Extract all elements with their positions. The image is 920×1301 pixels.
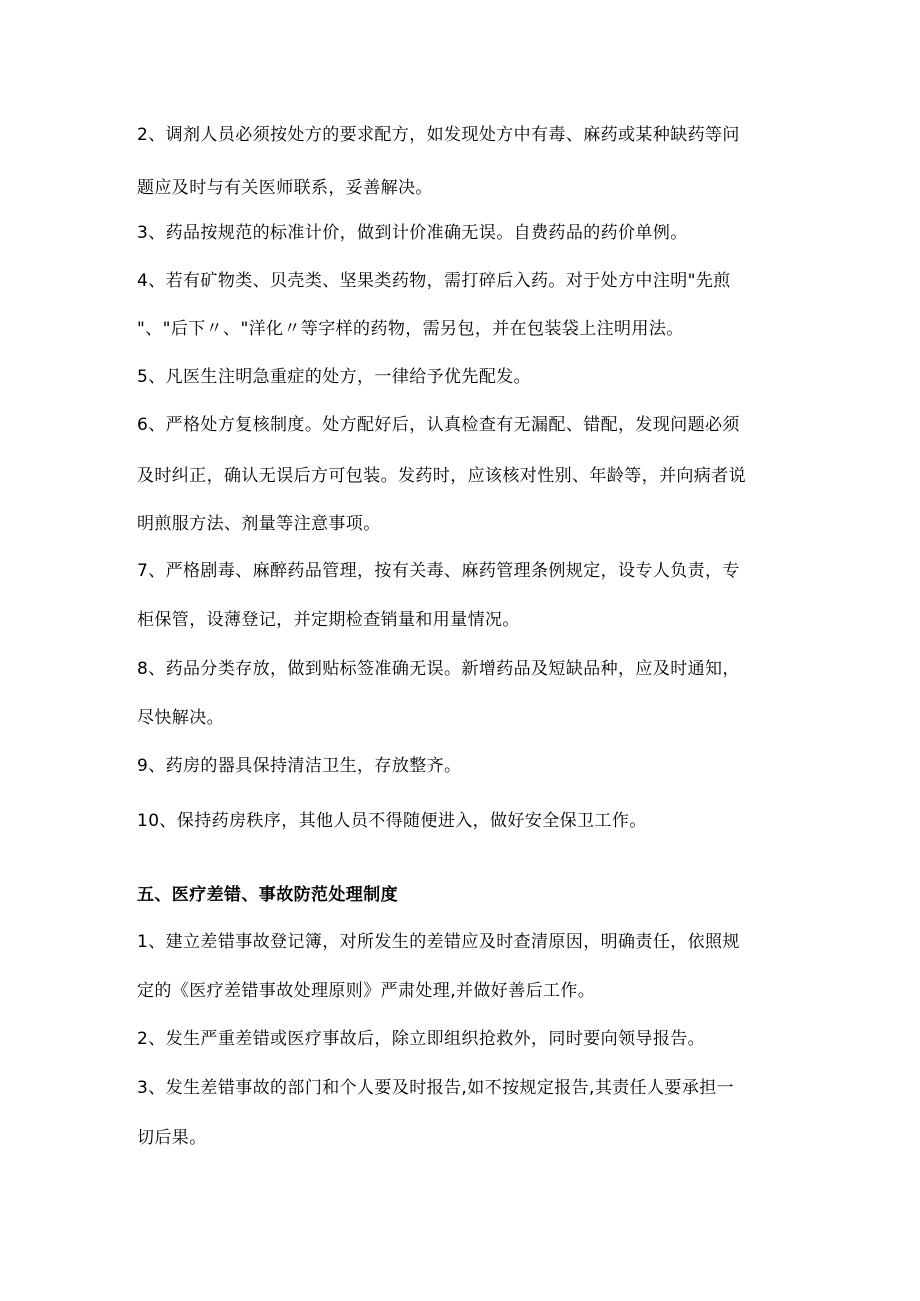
- text-line: 题应及时与有关医师联系，妥善解决。: [137, 178, 433, 198]
- text-line: 切后果。: [137, 1128, 207, 1148]
- text-line: 2、调剂人员必须按处方的要求配方，如发现处方中有毒、麻药或某种缺药等问: [137, 125, 740, 145]
- text-line: 10、保持药房秩序，其他人员不得随便进入，做好安全保卫工作。: [137, 811, 647, 831]
- text-line: 明煎服方法、剂量等注意事项。: [137, 514, 381, 534]
- section-heading: 五、医疗差错、事故防范处理制度: [137, 885, 398, 905]
- text-line: 6、严格处方复核制度。处方配好后，认真检查有无漏配、错配，发现问题必须: [137, 415, 740, 435]
- text-line: "、"后下〃、"洋化〃等字样的药物，需另包，并在包装袋上注明用法。: [137, 319, 684, 339]
- text-line: 3、药品按规范的标准计价，做到计价准确无误。自费药品的药价单例。: [137, 223, 688, 243]
- text-line: 及时纠正，确认无误后方可包装。发药时，应该核对性别、年龄等，并向病者说: [137, 466, 746, 486]
- text-line: 8、药品分类存放，做到贴标签准确无误。新增药品及短缺品种，应及时通知，: [137, 659, 740, 679]
- text-line: 9、药房的器具保持清洁卫生，存放整齐。: [137, 756, 462, 776]
- text-line: 2、发生严重差错或医疗事故后，除立即组织抢救外，同时要向领导报告。: [137, 1029, 706, 1049]
- text-line: 柜保管，设薄登记，并定期检查销量和用量情况。: [137, 610, 520, 630]
- text-line: 7、严格剧毒、麻醉药品管理，按有关毒、麻药管理条例规定，设专人负责，专: [137, 561, 740, 581]
- text-line: 4、若有矿物类、贝壳类、坚果类药物，需打碎后入药。对于处方中注明"先煎: [137, 271, 731, 291]
- text-line: 3、发生差错事故的部门和个人要及时报告,如不按规定报告,其责任人要承担一: [137, 1078, 735, 1098]
- text-line: 尽快解决。: [137, 708, 224, 728]
- text-line: 定的《医疗差错事故处理原则》严肃处理,并做好善后工作。: [137, 981, 596, 1001]
- text-line: 5、凡医生注明急重症的处方，一律给予优先配发。: [137, 367, 532, 387]
- text-line: 1、建立差错事故登记簿，对所发生的差错应及时查清原因，明确责任，依照规: [137, 932, 740, 952]
